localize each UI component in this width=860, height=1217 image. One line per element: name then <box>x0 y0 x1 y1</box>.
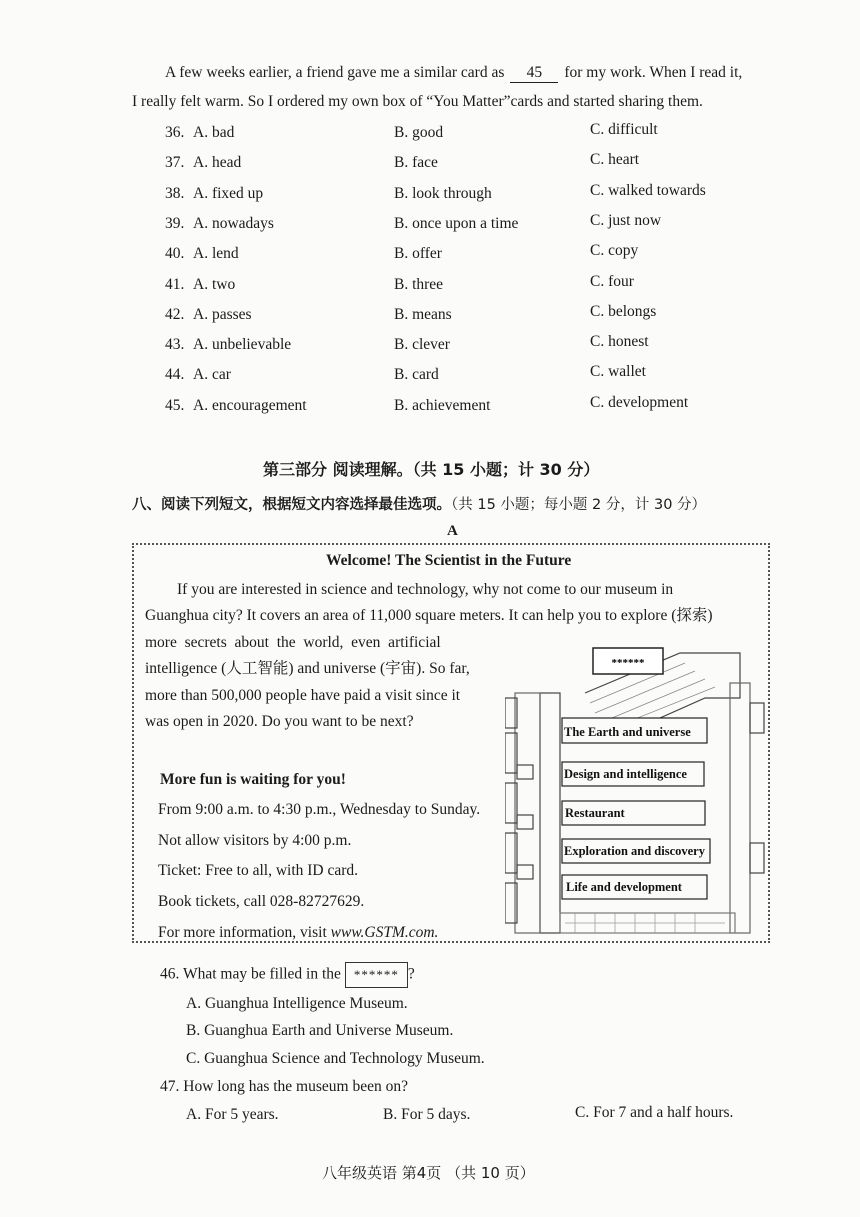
map-hall-4-label: Exploration and discovery <box>564 844 705 858</box>
cloze-option-a: A. unbelievable <box>193 336 292 353</box>
question-46-option-b: B. Guanghua Earth and Universe Museum. <box>186 1022 454 1039</box>
question-47-stem: 47. How long has the museum been on? <box>160 1078 408 1095</box>
cloze-option-a: A. fixed up <box>193 185 264 202</box>
ad-book: Book tickets, call 028-82727629. <box>158 893 365 910</box>
question-47-option-b: B. For 5 days. <box>383 1106 471 1123</box>
cloze-option-row-number: 45. <box>165 397 185 414</box>
map-hall-3-label: Restaurant <box>565 806 625 820</box>
question-46-stem-post: ? <box>407 965 415 983</box>
question-47-option-c: C. For 7 and a half hours. <box>575 1104 734 1121</box>
part3-instruction-bold: 八、阅读下列短文，根据短文内容选择最佳选项。 <box>132 497 451 513</box>
cloze-option-b: B. good <box>394 124 444 141</box>
question-46-option-c: C. Guanghua Science and Technology Museum. <box>186 1050 485 1067</box>
cloze-option-b: B. offer <box>394 245 442 262</box>
cloze-option-a: A. passes <box>193 306 252 323</box>
cloze-option-c: C. heart <box>590 151 640 168</box>
question-46-stars-box: ****** <box>345 962 408 988</box>
part3-instruction <box>132 493 706 514</box>
cloze-option-a: A. lend <box>193 245 239 262</box>
cloze-option-c: C. walked towards <box>590 182 706 199</box>
ad-info-url: www.GSTM.com. <box>330 924 439 941</box>
cloze-option-a: A. car <box>193 366 231 383</box>
map-door-2 <box>517 815 533 829</box>
cloze-line-1-pre: A few weeks earlier, a friend gave me a similar card as <box>165 64 505 81</box>
map-corridor-left <box>540 693 560 933</box>
part3-title: 第三部分 阅读理解。（共 15 小题；计 30 分） <box>263 460 600 479</box>
cloze-option-b: B. three <box>394 276 444 293</box>
cloze-option-c: C. difficult <box>590 121 658 138</box>
ad-hours: From 9:00 a.m. to 4:30 p.m., Wednesday to Sunday. <box>158 801 481 818</box>
cloze-option-row-number: 38. <box>165 185 185 202</box>
question-47-option-a: A. For 5 years. <box>186 1106 279 1123</box>
cloze-line-1 <box>165 64 742 83</box>
map-door-1 <box>517 765 533 779</box>
cloze-option-a: A. head <box>193 154 242 171</box>
ad-intro-1: If you are interested in science and technology, why not come to our museum in <box>177 581 674 598</box>
page-footer: 八年级英语 第4页 （共 10 页） <box>322 1164 535 1182</box>
cloze-blank-45: 45 <box>510 64 558 83</box>
cloze-option-a: A. bad <box>193 124 235 141</box>
cloze-option-b: B. means <box>394 306 452 323</box>
map-wall-left <box>515 693 540 933</box>
cloze-option-c: C. copy <box>590 242 639 259</box>
cloze-option-b: B. clever <box>394 336 450 353</box>
map-door-3 <box>517 865 533 879</box>
cloze-option-row-number: 40. <box>165 245 185 262</box>
map-hall-1-label: The Earth and universe <box>564 725 691 739</box>
ad-fun-title: More fun is waiting for you! <box>160 771 346 788</box>
question-46-stem-pre: 46. What may be filled in the <box>160 965 341 983</box>
cloze-option-row-number: 42. <box>165 306 185 323</box>
ad-intro-4: intelligence (人工智能) and universe (宇宙). So far, <box>145 660 470 677</box>
cloze-option-b: B. achievement <box>394 397 491 414</box>
ad-intro-5: more than 500,000 people have paid a visit since it <box>145 687 461 704</box>
cloze-option-c: C. development <box>590 394 689 411</box>
cloze-option-row-number: 36. <box>165 124 185 141</box>
ad-intro-2: Guanghua city? It covers an area of 11,000 square meters. It can help you to explore (探索) <box>145 607 713 624</box>
ad-ticket: Ticket: Free to all, with ID card. <box>158 862 359 879</box>
cloze-option-a: A. encouragement <box>193 397 307 414</box>
cloze-line-1-post: for my work. When I read it, <box>564 64 743 81</box>
passage-label: A <box>447 523 458 539</box>
map-hall-2-label: Design and intelligence <box>564 767 687 781</box>
cloze-option-row-number: 43. <box>165 336 185 353</box>
ad-intro-3: more secrets about the world, even artificial <box>145 634 441 651</box>
cloze-option-row-number: 44. <box>165 366 185 383</box>
cloze-option-b: B. card <box>394 366 439 383</box>
cloze-option-row-number: 39. <box>165 215 185 232</box>
cloze-option-c: C. belongs <box>590 303 657 320</box>
ad-info <box>158 920 438 947</box>
cloze-option-a: A. two <box>193 276 236 293</box>
map-sign-text: ****** <box>611 657 645 669</box>
cloze-option-c: C. four <box>590 273 634 290</box>
map-room-r1 <box>750 703 764 733</box>
cloze-option-row-number: 41. <box>165 276 185 293</box>
floor-map-drawing <box>505 643 765 938</box>
museum-floor-map <box>505 643 765 938</box>
ad-no-visitors: Not allow visitors by 4:00 p.m. <box>158 832 352 849</box>
map-room-r2 <box>750 843 764 873</box>
map-hall-5-label: Life and development <box>566 880 682 894</box>
cloze-option-row-number: 37. <box>165 154 185 171</box>
question-46-stem <box>160 962 415 988</box>
cloze-option-b: B. face <box>394 154 438 171</box>
part3-instruction-rest: （共 15 小题；每小题 2 分，计 30 分） <box>451 497 707 513</box>
map-bottom-grid <box>565 913 725 933</box>
cloze-option-c: C. honest <box>590 333 649 350</box>
ad-title: Welcome! The Scientist in the Future <box>326 552 572 569</box>
cloze-option-c: C. wallet <box>590 363 646 380</box>
question-46-option-a: A. Guanghua Intelligence Museum. <box>186 995 408 1012</box>
cloze-option-c: C. just now <box>590 212 662 229</box>
cloze-option-b: B. look through <box>394 185 492 202</box>
cloze-line-2: I really felt warm. So I ordered my own box of “You Matter”cards and started sharing them. <box>132 93 703 110</box>
ad-intro-6: was open in 2020. Do you want to be next? <box>145 713 414 730</box>
cloze-option-a: A. nowadays <box>193 215 274 232</box>
cloze-option-b: B. once upon a time <box>394 215 519 232</box>
ad-info-pre: For more information, visit <box>158 924 331 941</box>
map-wall-right <box>730 683 750 933</box>
